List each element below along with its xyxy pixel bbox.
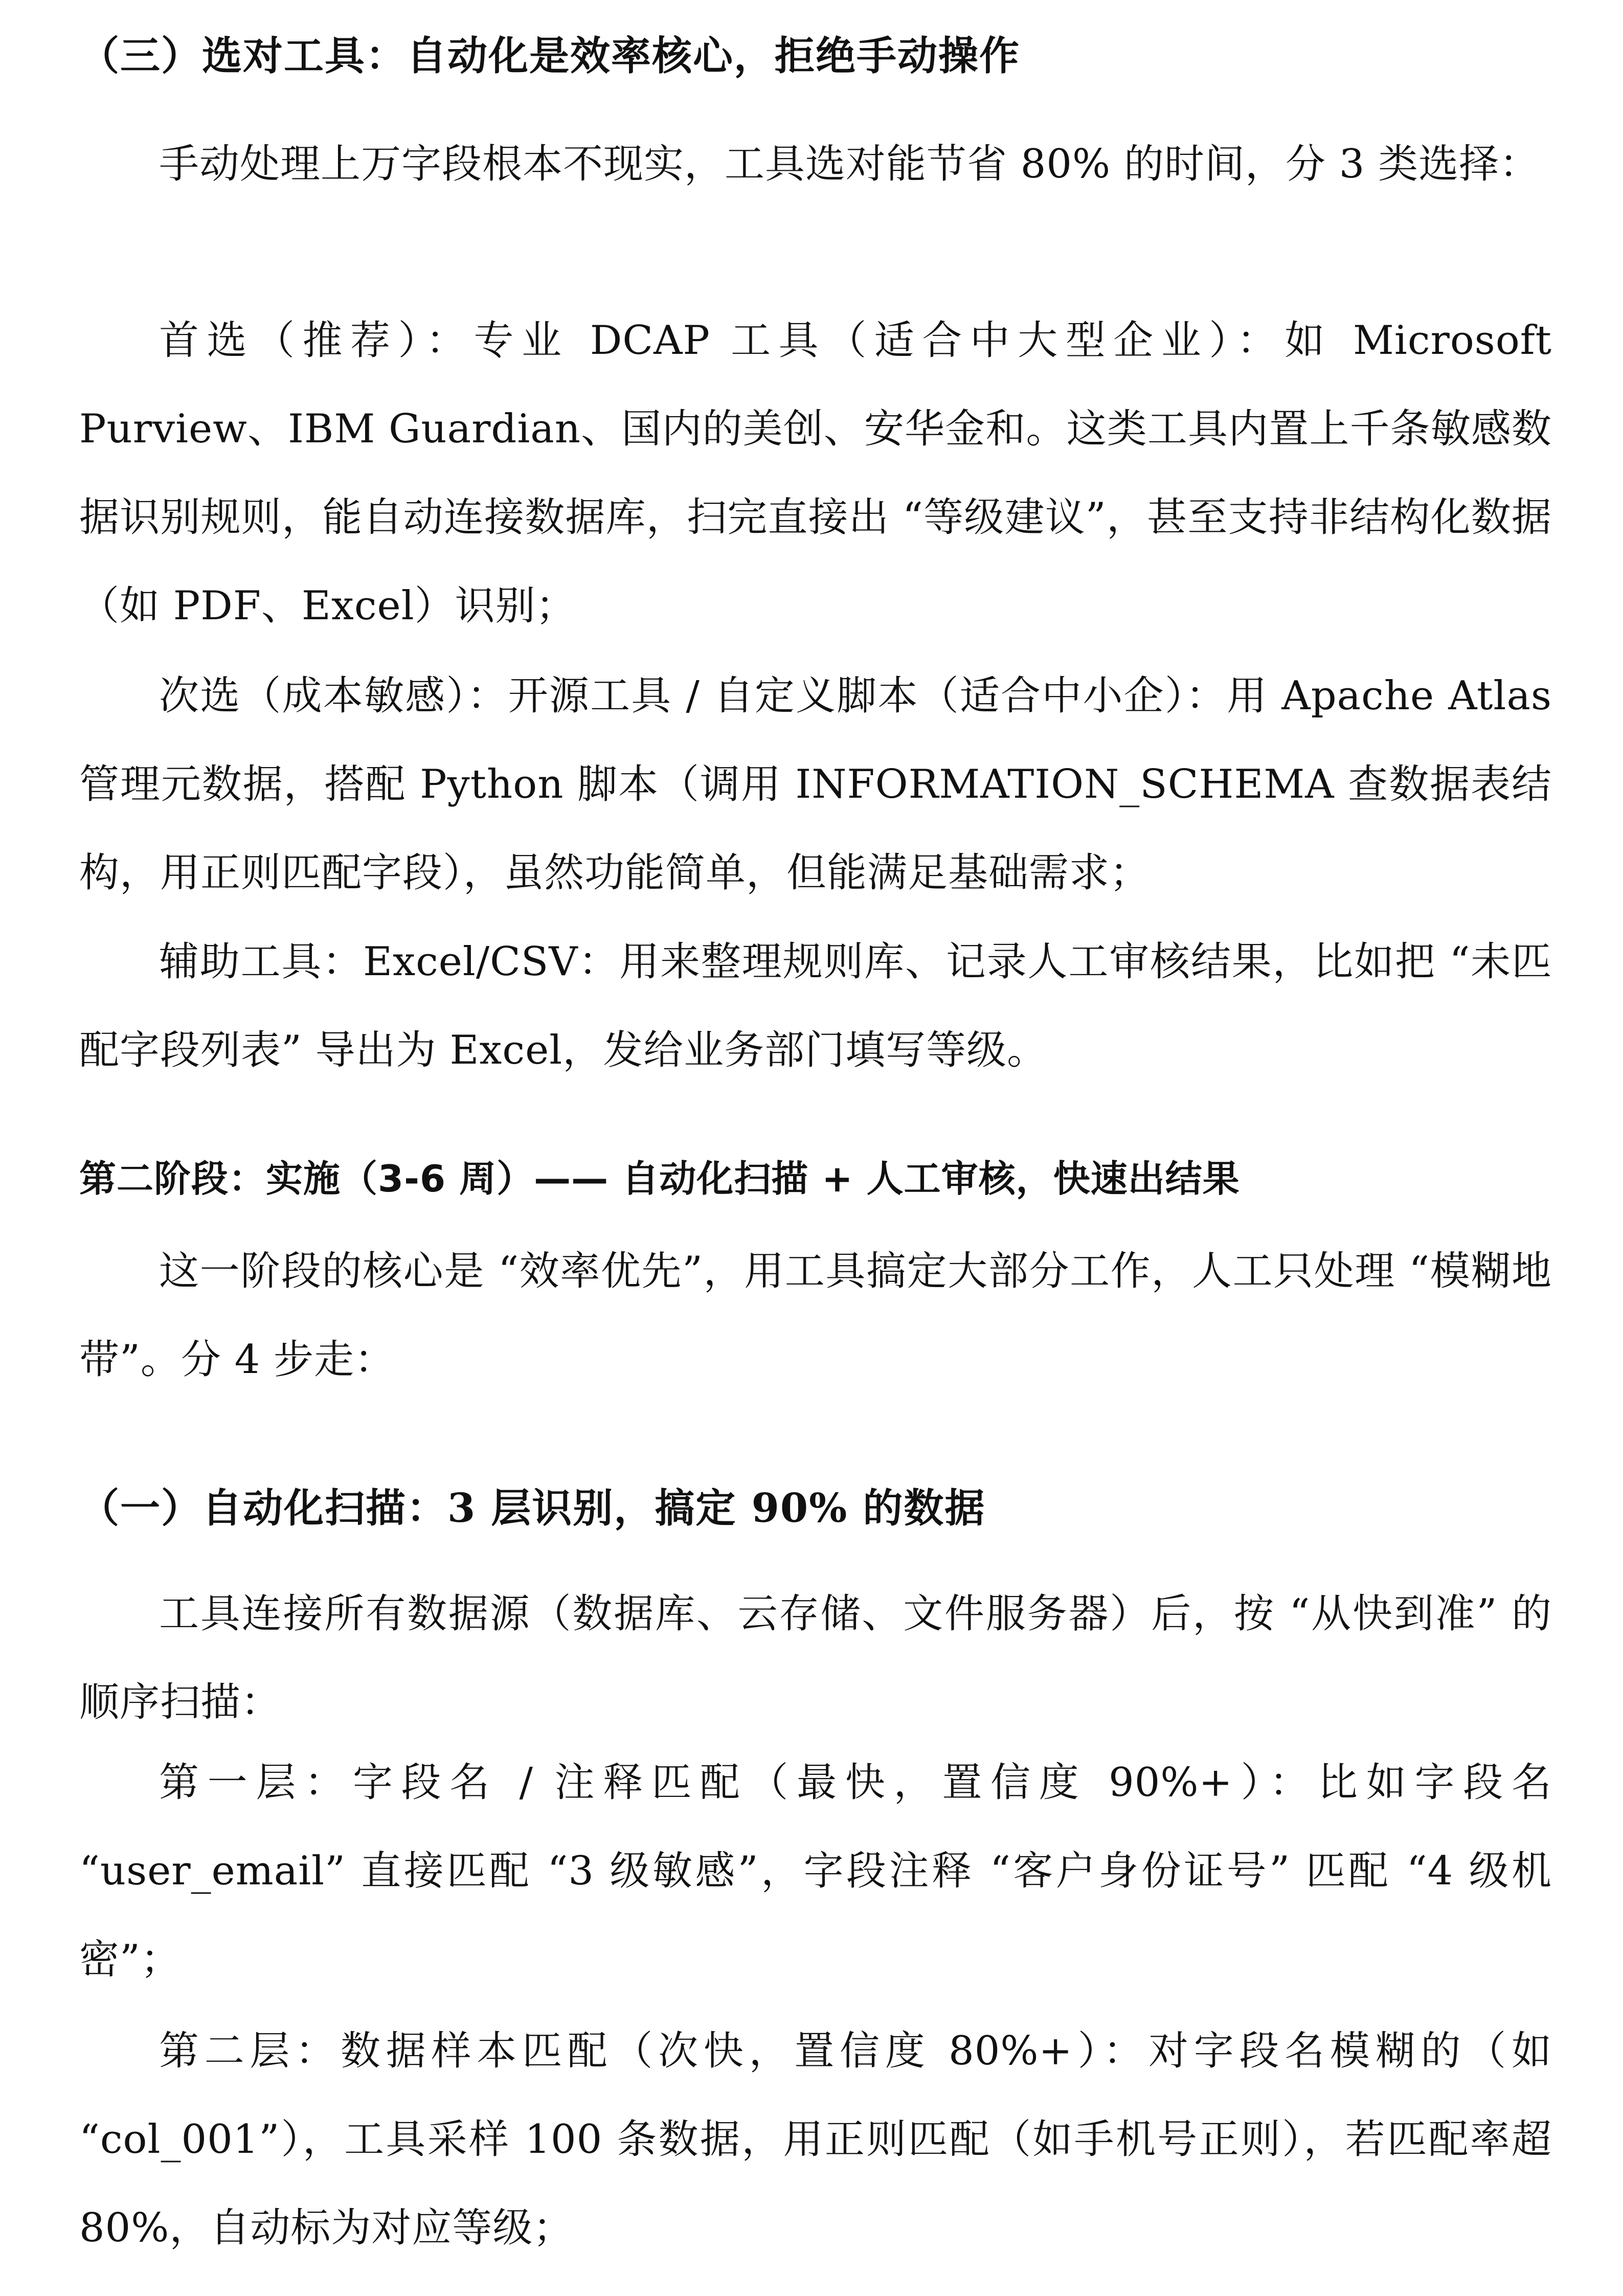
tools-section-heading: （三）选对工具：自动化是效率核心，拒绝手动操作 xyxy=(79,33,1021,79)
layer-two-paragraph: 第二层：数据样本匹配（次快，置信度 80%+）：对字段名模糊的（如 “col_001”），工具采样 100 条数据，用正则匹配（如手机号正则），若匹配率超 80%，自动标为对应等级； xyxy=(79,2028,1552,2251)
phase-two-intro-paragraph: 这一阶段的核心是 “效率优先”，用工具搞定大部分工作，人工只处理 “模糊地带”。分 4 步走： xyxy=(79,1248,1552,1383)
tools-first-choice-paragraph: 首选（推荐）：专业 DCAP 工具（适合中大型企业）：如 Microsoft Purview、IBM Guardian、国内的美创、安华金和。这类工具内置上千条敏感数据识别规则，能自动连接数据库，扫完直接出 “等级建议”，甚至支持非结构化数据（如 PDF、Excel）识别； xyxy=(79,318,1552,629)
tools-auxiliary-paragraph: 辅助工具：Excel/CSV：用来整理规则库、记录人工审核结果，比如把 “未匹配字段列表” 导出为 Excel，发给业务部门填写等级。 xyxy=(79,939,1552,1073)
layer-one-paragraph: 第一层：字段名 / 注释匹配（最快，置信度 90%+）：比如字段名 “user_email” 直接匹配 “3 级敏感”，字段注释 “客户身份证号” 匹配 “4 级机密”； xyxy=(79,1760,1552,1983)
tools-second-choice-paragraph: 次选（成本敏感）：开源工具 / 自定义脚本（适合中小企）：用 Apache Atlas 管理元数据，搭配 Python 脚本（调用 INFORMATION_SCHEMA 查数据表结构，用正则匹配字段），虽然功能简单，但能满足基础需求； xyxy=(79,673,1552,896)
tools-intro-paragraph: 手动处理上万字段根本不现实，工具选对能节省 80% 的时间，分 3 类选择： xyxy=(159,141,1540,187)
auto-scan-heading: （一）自动化扫描：3 层识别，搞定 90% 的数据 xyxy=(79,1485,986,1532)
phase-two-heading: 第二阶段：实施（3-6 周）—— 自动化扫描 + 人工审核，快速出结果 xyxy=(79,1157,1240,1200)
scan-intro-paragraph: 工具连接所有数据源（数据库、云存储、文件服务器）后，按 “从快到准” 的顺序扫描： xyxy=(79,1591,1552,1725)
